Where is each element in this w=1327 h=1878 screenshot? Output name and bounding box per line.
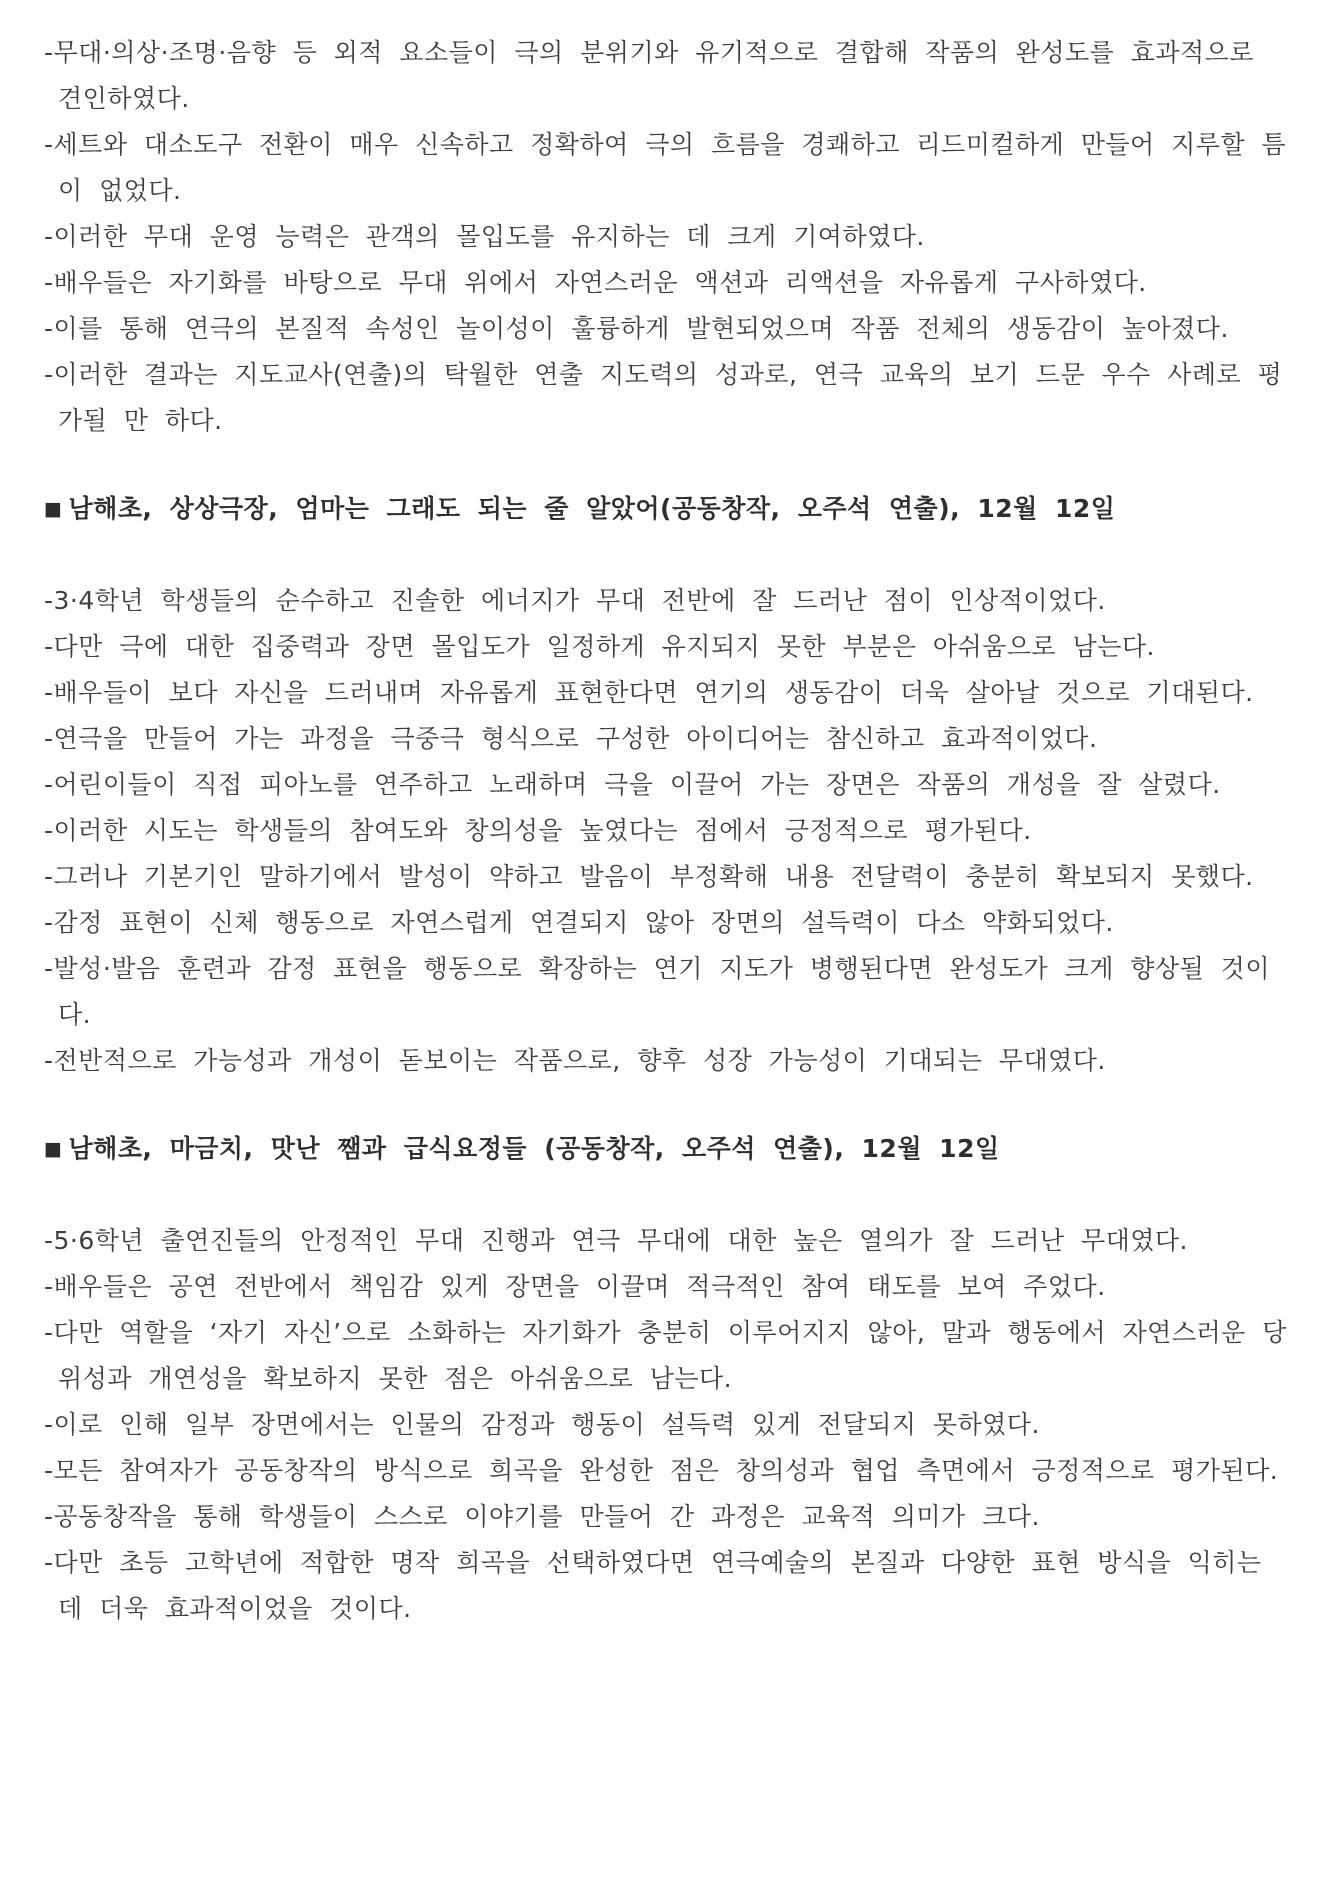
bullet-line: -배우들은 자기화를 바탕으로 무대 위에서 자연스러운 액션과 리액션을 자유롭게 구사하였다.: [44, 268, 1147, 297]
square-bullet-icon: ■: [44, 498, 63, 520]
bullet-line: -전반적으로 가능성과 개성이 돋보이는 작품으로, 향후 성장 가능성이 기대되는 무대였다.: [44, 1046, 1106, 1075]
bullet-line: -배우들이 보다 자신을 드러내며 자유롭게 표현한다면 연기의 생동감이 더욱 살아날 것으로 기대된다.: [44, 678, 1254, 707]
bullet-line: -어린이들이 직접 피아노를 연주하고 노래하며 극을 이끌어 가는 장면은 작품의 개성을 잘 살렸다.: [44, 770, 1221, 799]
section-heading-text: 남해초, 마금치, 맛난 쨈과 급식요정들 (공동창작, 오주석 연출), 12월 12일: [68, 1134, 1000, 1163]
bullet-line: -발성·발음 훈련과 감정 표현을 행동으로 확장하는 연기 지도가 병행된다면 완성도가 크게 향상될 것이다.: [44, 954, 1270, 1029]
bullet-line: -다만 역할을 ‘자기 자신’으로 소화하는 자기화가 충분히 이루어지지 않아, 말과 행동에서 자연스러운 당위성과 개연성을 확보하지 못한 점은 아쉬움으로 남는다.: [44, 1318, 1287, 1393]
bullet-line: -이로 인해 일부 장면에서는 인물의 감정과 행동이 설득력 있게 전달되지 못하였다.: [44, 1410, 1040, 1439]
bullet-line: -그러나 기본기인 말하기에서 발성이 약하고 발음이 부정확해 내용 전달력이 충분히 확보되지 못했다.: [44, 862, 1254, 891]
bullet-line: -공동창작을 통해 학생들이 스스로 이야기를 만들어 간 과정은 교육적 의미가 크다.: [44, 1502, 1040, 1531]
square-bullet-icon: ■: [44, 1138, 63, 1160]
bullet-line: -감정 표현이 신체 행동으로 자연스럽게 연결되지 않아 장면의 설득력이 다소 약화되었다.: [44, 908, 1114, 937]
bullet-line: -무대·의상·조명·음향 등 외적 요소들이 극의 분위기와 유기적으로 결합해 작품의 완성도를 효과적으로 견인하였다.: [44, 38, 1254, 113]
bullet-line: -3·4학년 학생들의 순수하고 진솔한 에너지가 무대 전반에 잘 드러난 점이 인상적이었다.: [44, 586, 1106, 615]
bullet-line: -이러한 결과는 지도교사(연출)의 탁월한 연출 지도력의 성과로, 연극 교육의 보기 드문 우수 사례로 평가될 만 하다.: [44, 360, 1283, 435]
bullet-line: -다만 초등 고학년에 적합한 명작 희곡을 선택하였다면 연극예술의 본질과 다양한 표현 방식을 익히는 데 더욱 효과적이었을 것이다.: [44, 1548, 1262, 1623]
section-heading: [44, 486, 1287, 534]
section-heading-text: 남해초, 상상극장, 엄마는 그래도 되는 줄 알았어(공동창작, 오주석 연출), 12월 12일: [68, 494, 1116, 523]
bullet-line: -연극을 만들어 가는 과정을 극중극 형식으로 구성한 아이디어는 참신하고 효과적이었다.: [44, 724, 1098, 753]
bullet-line: -모든 참여자가 공동창작의 방식으로 희곡을 완성한 점은 창의성과 협업 측면에서 긍정적으로 평가된다.: [44, 1456, 1279, 1485]
bullet-line: -이러한 무대 운영 능력은 관객의 몰입도를 유지하는 데 크게 기여하였다.: [44, 222, 925, 251]
bullet-line: -세트와 대소도구 전환이 매우 신속하고 정확하여 극의 흐름을 경쾌하고 리드미컬하게 만들어 지루할 틈이 없었다.: [44, 130, 1287, 205]
bullet-line: -5·6학년 출연진들의 안정적인 무대 진행과 연극 무대에 대한 높은 열의가 잘 드러난 무대였다.: [44, 1226, 1188, 1255]
bullet-line: -이를 통해 연극의 본질적 속성인 놀이성이 훌륭하게 발현되었으며 작품 전체의 생동감이 높아졌다.: [44, 314, 1229, 343]
bullet-line: -배우들은 공연 전반에서 책임감 있게 장면을 이끌며 적극적인 참여 태도를 보여 주었다.: [44, 1272, 1106, 1301]
section-heading: [44, 1126, 1287, 1174]
bullet-line: -이러한 시도는 학생들의 참여도와 창의성을 높였다는 점에서 긍정적으로 평가된다.: [44, 816, 1032, 845]
bullet-line: -다만 극에 대한 집중력과 장면 몰입도가 일정하게 유지되지 못한 부분은 아쉬움으로 남는다.: [44, 632, 1155, 661]
